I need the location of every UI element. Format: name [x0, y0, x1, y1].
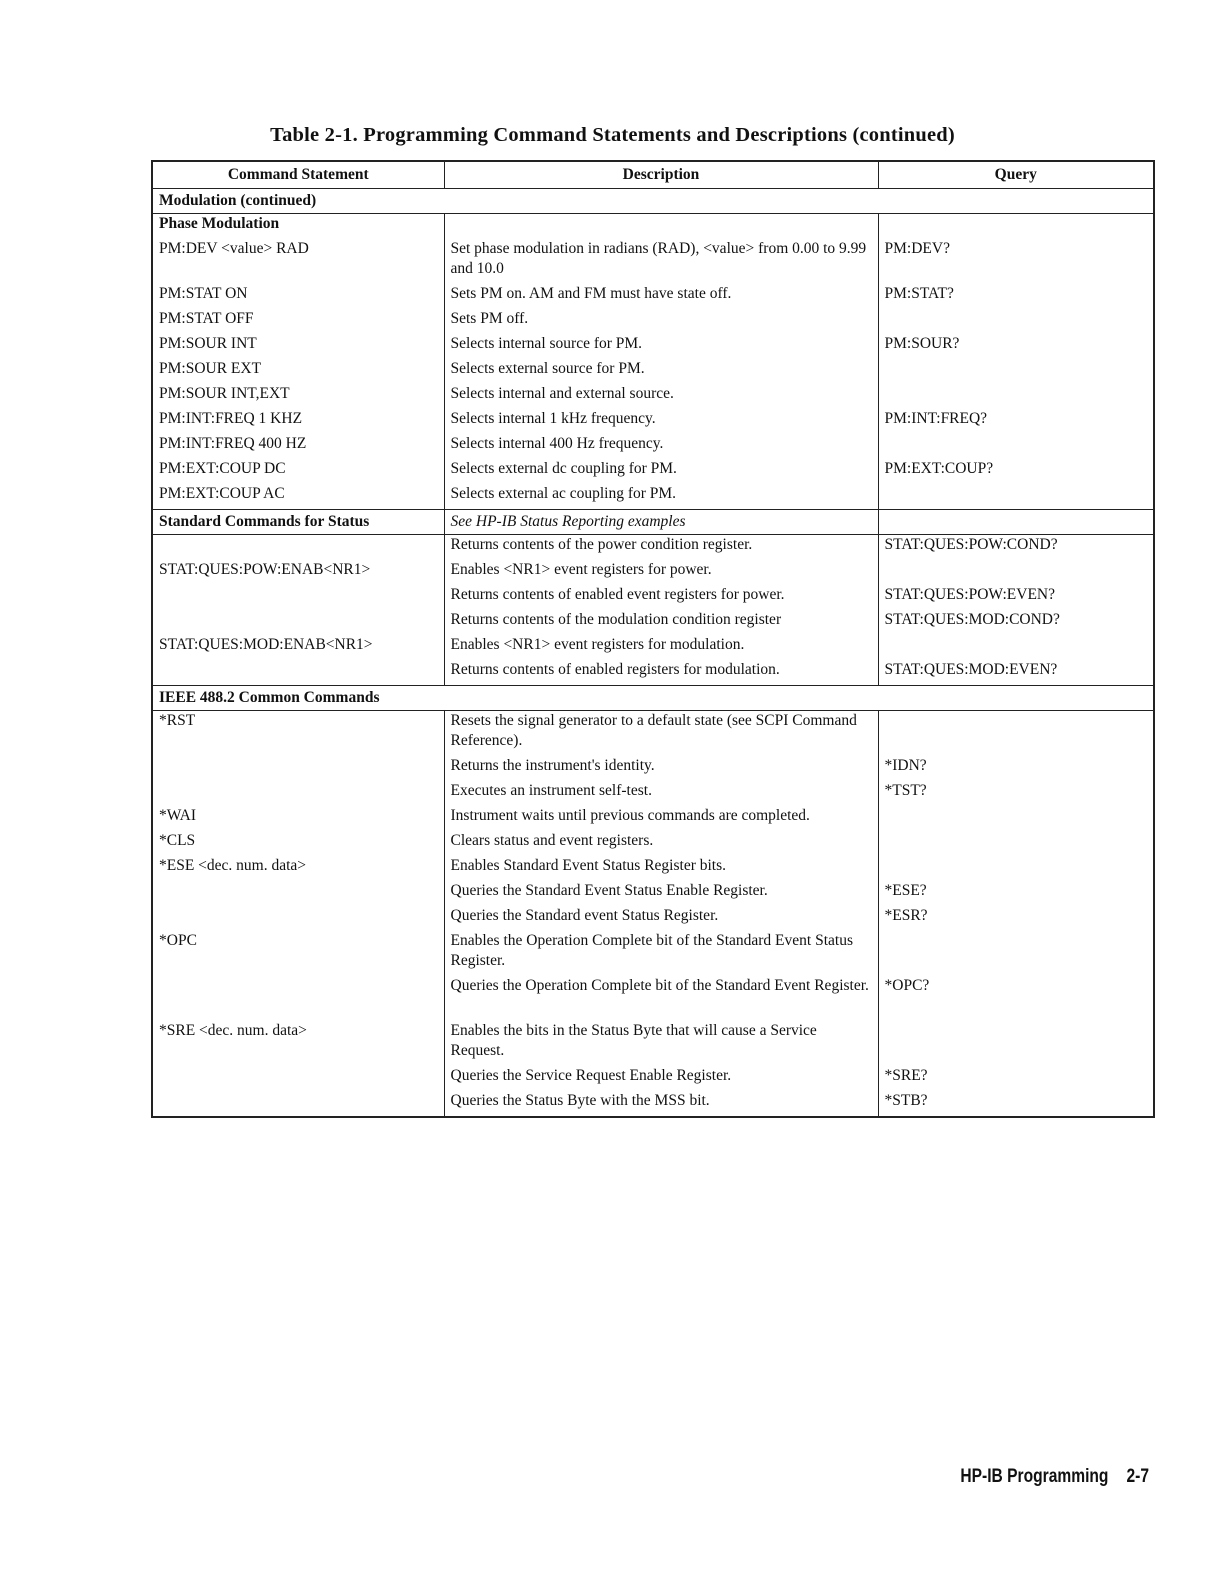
query-cell: STAT:QUES:MOD:EVEN?	[884, 661, 1058, 678]
description-cell: Enables the bits in the Status Byte that will cause a Service Request.	[444, 1021, 878, 1066]
table-row	[152, 484, 1154, 510]
query-cell	[878, 1021, 1154, 1066]
table-row	[152, 806, 1154, 831]
command-cell: STAT:QUES:MOD:ENAB<NR1>	[152, 635, 444, 660]
section-row-modulation	[152, 189, 1154, 214]
description-cell: Queries the Operation Complete bit of the Standard Event Register.	[444, 976, 878, 1021]
command-cell	[152, 756, 444, 781]
table-row	[152, 906, 1154, 931]
query-cell: *SRE?	[884, 1067, 928, 1084]
command-cell	[152, 535, 444, 561]
query-cell: PM:STAT?	[884, 285, 954, 302]
description-cell: Enables Standard Event Status Register bits.	[444, 856, 878, 881]
command-cell	[152, 585, 444, 610]
command-cell: PM:SOUR EXT	[152, 359, 444, 384]
query-cell: STAT:QUES:MOD:COND?	[884, 611, 1060, 628]
command-cell: *CLS	[152, 831, 444, 856]
table-row	[152, 309, 1154, 334]
command-cell: PM:STAT ON	[152, 284, 444, 309]
description-cell: Instrument waits until previous commands are completed.	[444, 806, 878, 831]
table-row	[152, 1066, 1154, 1091]
command-cell: *SRE <dec. num. data>	[152, 1021, 444, 1066]
description-cell: Returns the instrument's identity.	[444, 756, 878, 781]
command-cell: PM:EXT:COUP AC	[152, 484, 444, 510]
command-cell	[152, 1066, 444, 1091]
description-cell: Queries the Status Byte with the MSS bit.	[444, 1091, 878, 1117]
table-row	[152, 1021, 1154, 1066]
footer-section: HP-IB Programming	[960, 1466, 1109, 1487]
table-row	[152, 756, 1154, 781]
command-cell: *OPC	[152, 931, 444, 976]
query-cell	[878, 831, 1154, 856]
table-row	[152, 334, 1154, 359]
table-row	[152, 409, 1154, 434]
table-row	[152, 931, 1154, 976]
description-cell: Selects internal 1 kHz frequency.	[444, 409, 878, 434]
description-cell: Clears status and event registers.	[444, 831, 878, 856]
command-cell	[152, 1091, 444, 1117]
query-cell	[878, 856, 1154, 881]
description-cell: Selects external dc coupling for PM.	[444, 459, 878, 484]
query-cell	[878, 384, 1154, 409]
description-cell: Queries the Standard event Status Register.	[444, 906, 878, 931]
description-cell: Executes an instrument self-test.	[444, 781, 878, 806]
query-cell: PM:DEV?	[884, 240, 950, 257]
description-cell: Returns contents of the modulation condition register	[444, 610, 878, 635]
description-cell: Queries the Service Request Enable Register.	[444, 1066, 878, 1091]
description-cell: Selects internal and external source.	[444, 384, 878, 409]
table-row	[152, 434, 1154, 459]
query-cell: *OPC?	[884, 977, 930, 994]
query-cell	[878, 931, 1154, 976]
page-footer	[942, 1466, 1149, 1488]
query-cell	[878, 806, 1154, 831]
query-cell: PM:SOUR?	[884, 335, 960, 352]
table-row	[152, 535, 1154, 561]
command-cell	[152, 976, 444, 1021]
table-row	[152, 585, 1154, 610]
table-row	[152, 284, 1154, 309]
table-title: Table 2-1. Programming Command Statements and Descriptions (continued)	[270, 124, 955, 146]
query-cell	[878, 711, 1154, 757]
table-row	[152, 660, 1154, 686]
query-cell: STAT:QUES:POW:EVEN?	[884, 586, 1055, 603]
command-cell	[152, 906, 444, 931]
table-row	[152, 610, 1154, 635]
section-title-modulation: Modulation (continued)	[152, 189, 1154, 214]
query-cell	[878, 560, 1154, 585]
command-cell: PM:SOUR INT	[152, 334, 444, 359]
command-cell: PM:DEV <value> RAD	[152, 239, 444, 284]
table-row	[152, 359, 1154, 384]
command-cell: PM:STAT OFF	[152, 309, 444, 334]
header-query: Query	[878, 161, 1154, 189]
header-row	[152, 161, 1154, 189]
query-cell: *ESR?	[884, 907, 928, 924]
query-cell	[878, 309, 1154, 334]
subsection-row-phase	[152, 214, 1154, 240]
command-cell: *ESE <dec. num. data>	[152, 856, 444, 881]
description-cell: Returns contents of enabled event registers for power.	[444, 585, 878, 610]
command-cell	[152, 660, 444, 686]
command-cell: PM:EXT:COUP DC	[152, 459, 444, 484]
footer-page-number: 2-7	[1126, 1466, 1149, 1487]
command-cell	[152, 881, 444, 906]
table-row	[152, 711, 1154, 757]
table-row	[152, 239, 1154, 284]
description-cell: Selects external ac coupling for PM.	[444, 484, 878, 510]
description-cell: Queries the Standard Event Status Enable Register.	[444, 881, 878, 906]
table-row	[152, 635, 1154, 660]
description-cell: Enables the Operation Complete bit of the Standard Event Status Register.	[444, 931, 878, 976]
table-row	[152, 560, 1154, 585]
section-title-ieee: IEEE 488.2 Common Commands	[152, 686, 1154, 711]
table-row	[152, 856, 1154, 881]
query-cell: *ESE?	[884, 882, 927, 899]
header-description: Description	[444, 161, 878, 189]
pm-rows	[152, 239, 1154, 510]
description-cell: Returns contents of the power condition register.	[444, 535, 878, 561]
query-cell: *STB?	[884, 1092, 928, 1109]
description-cell: Selects external source for PM.	[444, 359, 878, 384]
description-cell: Sets PM on. AM and FM must have state off.	[444, 284, 878, 309]
section-note-status: See HP-IB Status Reporting examples	[444, 510, 878, 535]
section-title-status: Standard Commands for Status	[152, 510, 444, 535]
description-cell: Set phase modulation in radians (RAD), <value> from 0.00 to 9.99 and 10.0	[444, 239, 878, 284]
table-row	[152, 781, 1154, 806]
description-cell: Selects internal 400 Hz frequency.	[444, 434, 878, 459]
description-cell: Resets the signal generator to a default state (see SCPI Command Reference).	[444, 711, 878, 757]
description-cell: Sets PM off.	[444, 309, 878, 334]
command-cell: STAT:QUES:POW:ENAB<NR1>	[152, 560, 444, 585]
table-row	[152, 976, 1154, 1021]
header-command: Command Statement	[152, 161, 444, 189]
description-cell: Enables <NR1> event registers for power.	[444, 560, 878, 585]
command-cell	[152, 610, 444, 635]
query-cell	[878, 434, 1154, 459]
table-row	[152, 881, 1154, 906]
description-cell: Selects internal source for PM.	[444, 334, 878, 359]
query-cell: STAT:QUES:POW:COND?	[884, 536, 1058, 553]
command-cell: PM:SOUR INT,EXT	[152, 384, 444, 409]
command-cell: PM:INT:FREQ 1 KHZ	[152, 409, 444, 434]
table-row	[152, 831, 1154, 856]
query-cell: *TST?	[884, 782, 927, 799]
query-cell	[878, 359, 1154, 384]
description-cell: Enables <NR1> event registers for modulation.	[444, 635, 878, 660]
query-cell	[878, 635, 1154, 660]
command-cell	[152, 781, 444, 806]
table-row	[152, 1091, 1154, 1117]
section-row-ieee	[152, 686, 1154, 711]
query-cell: PM:INT:FREQ?	[884, 410, 988, 427]
subsection-title-phase: Phase Modulation	[152, 214, 444, 240]
query-cell	[878, 484, 1154, 510]
section-row-status	[152, 510, 1154, 535]
description-cell: Returns contents of enabled registers for modulation.	[444, 660, 878, 686]
ieee-rows	[152, 711, 1154, 1118]
table-row	[152, 459, 1154, 484]
command-table	[151, 160, 1155, 1118]
command-cell: *RST	[152, 711, 444, 757]
query-cell: PM:EXT:COUP?	[884, 460, 994, 477]
command-cell: PM:INT:FREQ 400 HZ	[152, 434, 444, 459]
status-rows	[152, 535, 1154, 686]
table-row	[152, 384, 1154, 409]
query-cell: *IDN?	[884, 757, 927, 774]
command-cell: *WAI	[152, 806, 444, 831]
